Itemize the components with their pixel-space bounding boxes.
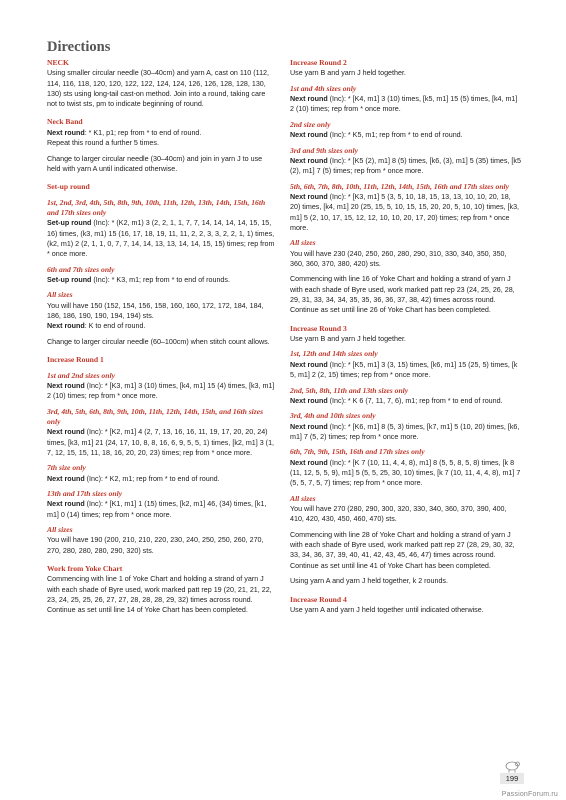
setup-round-label: Set-up round (47, 219, 92, 228)
next-round-text: : * K1, p1; rep from * to end of round. (84, 128, 202, 137)
setup-next-round (47, 321, 276, 331)
increase-3-round (290, 458, 522, 489)
increase-3-continue: Continue as set until line 41 of Yoke Chart has been completed. (290, 561, 491, 570)
setup-stitch-count: You will have 150 (152, 154, 156, 158, 160, 160, 172, 172, 184, 184, 186, 186, 190, 190, 194, 194) sts. (47, 301, 264, 320)
setup-change: Change to larger circular needle (60–100cm) when stitch count allows. (47, 337, 270, 346)
increase-3-heading: Increase Round 3 (290, 323, 347, 333)
next-round-text: (Inc): * [K5 (2), m1] 8 (5) times, [k6, (3), m1] 5 (35) times, [k5 (2), m1] 7 (5) times; rep from * once more. (290, 156, 521, 176)
next-round-label: Next round (47, 474, 85, 483)
increase-1-heading: Increase Round 1 (47, 355, 104, 365)
page-number: 199 (500, 773, 524, 784)
increase-4-intro: Use yarn A and yarn J held together until indicated otherwise. (290, 605, 484, 614)
neck-band-change: Change to larger circular needle (30–40cm) and join in yarn J to use held with yarn A until indicated otherwise. (47, 154, 263, 173)
increase-2-stitch-count: You will have 230 (240, 250, 260, 280, 290, 310, 330, 340, 350, 350, 360, 360, 370, 380, 420) sts. (290, 249, 507, 268)
setup-round-2 (47, 275, 276, 285)
setup-round-1 (47, 218, 276, 259)
size-note: 1st and 2nd sizes only (47, 370, 115, 380)
increase-1-section (47, 355, 276, 556)
increase-1-round (47, 381, 276, 402)
increase-2-chart-text: Commencing with line 16 of Yoke Chart and holding a strand of yarn J with each shade of Byre used, work marked patt rep 23 (24, 25, 26, 28, 29, 31, 33, 34, 34, 35, 35, 36, 36, 37, 38, 42) times across round. (290, 275, 515, 305)
increase-4-section (290, 595, 522, 616)
neck-band-repeat: Repeat this round a further 5 times. (47, 139, 159, 148)
size-note: 3rd, 4th and 10th sizes only (290, 411, 376, 421)
yoke-text: Commencing with line 1 of Yoke Chart and holding a strand of yarn J with each shade of Byre used, work marked patt rep 19 (20, 21, 21, 22, 23, 24, 25, 25, 26, 27, 27, 28, 28, 28, 29, 32) times across round. (47, 575, 272, 604)
increase-1-round (47, 474, 276, 484)
next-round-label: Next round (290, 95, 328, 104)
next-round-label: Next round (47, 428, 85, 437)
size-note: 3rd, 4th, 5th, 6th, 8th, 9th, 10th, 11th, 12th, 14th, 15th, and 16th sizes only (47, 406, 264, 426)
size-note: 6th, 7th, 9th, 15th, 16th and 17th sizes only (290, 447, 425, 457)
increase-3-round (290, 360, 522, 381)
increase-4-heading: Increase Round 4 (290, 594, 347, 604)
next-round-label: Next round (47, 322, 85, 331)
watermark: PassionForum.ru (501, 791, 558, 798)
next-round-text: (Inc): * K2, m1; rep from * to end of round. (84, 474, 220, 483)
next-round-text: (Inc): * [K2, m1] 4 (2, 7, 13, 16, 16, 11, 19, 17, 20, 20, 24) times, [k3, m1] 21 (24, 17, 10, 8, 8, 16, 6, 9, 5, 5, 1) times, [k2, m1] 3 (1, 7, 12, 15, 15, 11, 18, 16, 20, 20, 23) times; rep from * once more. (47, 428, 275, 457)
increase-1-round (47, 499, 276, 520)
size-note: All sizes (290, 238, 316, 248)
size-note: All sizes (47, 525, 73, 535)
increase-2-continue: Continue as set until line 26 of Yoke Chart has been completed. (290, 306, 491, 315)
size-note: 7th size only (47, 463, 86, 473)
next-round-text: (Inc): * [K4, m1] 3 (10) times, [k5, m1] 15 (5) times, [k4, m1] 2 (10) times; rep from * once more. (290, 95, 518, 114)
increase-3-round (290, 396, 522, 406)
next-round-text: (Inc): * [K3, m1] 3 (10) times, [k4, m1] 15 (4) times, [k3, m1] 2 (10) times; rep from * once more. (47, 381, 275, 401)
next-round-label: Next round (290, 193, 328, 202)
neck-section (47, 58, 276, 109)
yoke-heading: Work from Yoke Chart (47, 564, 123, 574)
neck-band-next-round (47, 128, 276, 138)
next-round-text: (Inc): * [K1, m1] 1 (15) times, [k2, m1] 46, (34) times, [k1, m1] 0 (14) times; rep from * once more. (47, 500, 267, 519)
next-round-text: (Inc): * K5, m1; rep from * to end of round. (327, 131, 463, 140)
increase-3-stitch-count: You will have 270 (280, 290, 300, 320, 330, 340, 360, 370, 390, 400, 410, 420, 430, 450, 460, 470) sts. (290, 505, 507, 524)
next-round-label: Next round (290, 156, 328, 165)
size-note: 3rd and 9th sizes only (290, 145, 358, 155)
increase-2-intro: Use yarn B and yarn J held together. (290, 69, 406, 78)
neck-band-section (47, 117, 276, 174)
yoke-continue: Continue as set until line 14 of Yoke Chart has been completed. (47, 606, 248, 615)
next-round-label: Next round (290, 131, 328, 140)
next-round-label: Next round (290, 422, 328, 431)
increase-3-intro: Use yarn B and yarn J held together. (290, 334, 406, 343)
increase-1-round (47, 427, 276, 458)
increase-3-chart-text: Commencing with line 28 of Yoke Chart and holding a strand of yarn J with each shade of Byre used, work marked patt rep 27 (28, 29, 30, 32, 33, 34, 36, 37, 39, 40, 41, 42, 43, 45, 46, 47) times across round. (290, 530, 515, 560)
size-note: 2nd, 5th, 8th, 11th and 13th sizes only (290, 385, 409, 395)
yoke-section (47, 564, 276, 615)
next-round-label: Next round (47, 128, 85, 137)
next-round-text: (Inc): * [K3, m1] 5 (3, 5, 10, 18, 15, 13, 13, 10, 10, 20, 18, 20) times, [k4, m1] 20 (25, 15, 5, 10, 15, 15, 20, 20, 5, 10, 10) times, [k3, m1] 5 (2, 10, 17, 15, 12, 12, 10, 10, 20, 17, 20) times; rep from * once more. (290, 193, 520, 232)
next-round-text: (Inc): * [K6, m1] 8 (5, 3) times, [k7, m1] 5 (10, 20) times, [k6, m1] 7 (5, 2) times; rep from * once more. (290, 422, 520, 441)
increase-3-round (290, 422, 522, 443)
right-column (290, 58, 522, 615)
size-note: All sizes (290, 493, 316, 503)
size-note: 13th and 17th sizes only (47, 489, 123, 499)
increase-2-round (290, 94, 522, 115)
next-round-label: Next round (290, 458, 328, 467)
increase-3-section (290, 324, 522, 587)
setup-section (47, 182, 276, 347)
setup-heading: Set-up round (47, 182, 90, 192)
next-round-text: (Inc): * K 6 (7, 11, 7, 6), m1; rep from * to end of round. (327, 396, 503, 405)
next-round-label: Next round (290, 396, 328, 405)
page-title: Directions (47, 39, 111, 55)
setup-round-text: (Inc): * K3, m1; rep from * to end of rounds. (91, 275, 230, 284)
increase-2-round (290, 130, 522, 140)
neck-heading: NECK (47, 58, 69, 67)
size-note: All sizes (47, 290, 73, 300)
size-note: 1st, 2nd, 3rd, 4th, 5th, 8th, 9th, 10th, 11th, 12th, 13th, 14th, 15th, 16th and 17th sizes only (47, 197, 266, 217)
increase-2-heading: Increase Round 2 (290, 58, 347, 67)
increase-2-round (290, 156, 522, 177)
increase-2-section (290, 58, 522, 316)
neck-band-heading: Neck Band (47, 117, 83, 127)
left-column (47, 58, 276, 616)
size-note: 1st, 12th and 14th sizes only (290, 349, 378, 359)
size-note: 1st and 4th sizes only (290, 83, 357, 93)
next-round-text: (Inc): * [K 7 (10, 11, 4, 4, 8), m1] 8 (5, 5, 8, 5, 8) times, [k 8 (11, 12, 5, 5, 9), m1] 5 (5, 5, 25, 30, 10) times, [k 7 (10, 11, 4, 4, 8), m1] 7 (5, 5, 7, 5, 7) times; rep from * once more. (290, 458, 521, 488)
size-note: 2nd size only (290, 119, 331, 129)
next-round-label: Next round (47, 381, 85, 390)
neck-text: Using smaller circular needle (30–40cm) and yarn A, cast on 110 (112, 114, 116, 118, 120, 120, 122, 122, 124, 124, 126, 126, 128, 128, 130, 130) sts using long-tail cast-on method. Join into a round, taking care not to twist sts, pm to indicate beginning of round. (47, 69, 269, 109)
next-round-label: Next round (47, 500, 85, 509)
setup-round-label: Set-up round (47, 275, 92, 284)
next-round-text: (Inc): * [K5, m1] 3 (3, 15) times, [k6, m1] 15 (25, 5) times, [k 5, m1] 2 (2, 15) times; rep from * once more. (290, 360, 518, 380)
increase-2-round (290, 192, 522, 233)
increase-1-stitch-count: You will have 190 (200, 210, 210, 220, 230, 240, 250, 250, 260, 270, 270, 280, 280, 280, 290, 320) sts. (47, 536, 264, 555)
setup-round-text: (Inc): * (K2, m1) 3 (2, 2, 1, 1, 7, 7, 14, 14, 14, 14, 15, 15, 16) times, (k3, m1) 15 (16, 17, 18, 19, 11, 11, 2, 2, 3, 3, 2, 2, 1, 1) times, (k2, m1) 2 (2, 1, 1, 0, 7, 7, 14, 14, 13, 13, 14, 14, 15, 15) times; rep from * once more. (47, 219, 275, 259)
next-round-label: Next round (290, 360, 328, 369)
increase-3-knit-rounds: Using yarn A and yarn J held together, k 2 rounds. (290, 577, 448, 586)
size-note: 6th and 7th sizes only (47, 264, 115, 274)
sheep-icon (503, 759, 521, 773)
next-round-text: : K to end of round. (84, 322, 146, 331)
size-note: 5th, 6th, 7th, 8th, 10th, 11th, 12th, 14th, 15th, 16th and 17th sizes only (290, 181, 510, 191)
